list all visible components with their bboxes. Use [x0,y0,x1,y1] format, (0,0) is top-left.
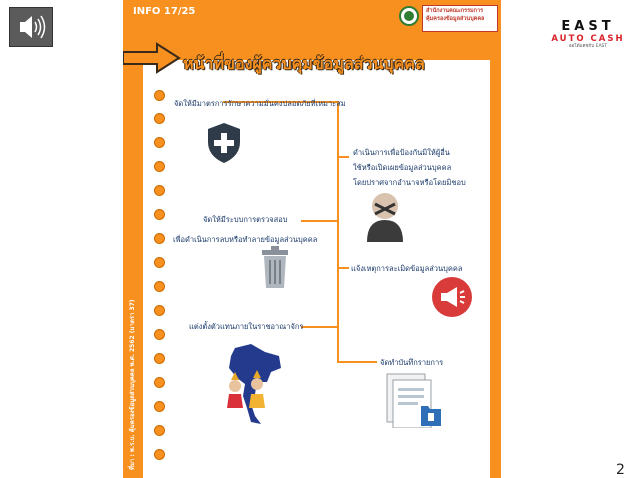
trash-bin-icon [259,246,291,288]
logo-line-2: AUTO CASH [551,34,625,44]
binder-hole [154,353,165,364]
binder-hole [154,233,165,244]
agency-line-2: คุ้มครองข้อมูลส่วนบุคคล [426,15,485,22]
binder-hole [154,401,165,412]
logo-line-3: ออโต้แคชกับ EAST [568,44,608,49]
item-prevent-text-1: ดำเนินการเพื่อป้องกันมิให้ผู้อื่น [353,148,450,157]
source-note: ที่มา : พ.ร.บ. คุ้มครองข้อมูลส่วนบุคคล พ.ศ. 2562 (มาตรา 37) [129,299,136,470]
page-title: หน้าที่ของผู้ควบคุมข้อมูลส่วนบุคคล [183,54,425,73]
binder-hole [154,377,165,388]
binder-hole [154,305,165,316]
binder-hole [154,209,165,220]
infographic [123,0,501,478]
info-tag: INFO 17/25 [133,6,196,17]
logo-line-1: EAST [561,19,615,34]
binder-hole [154,425,165,436]
item-prevent-text-3: โดยปราศจากอำนาจหรือโดยมิชอบ [353,178,466,187]
connector-line [337,267,349,269]
binder-hole [154,137,165,148]
item-representative-text: แต่งตั้งตัวแทนภายในราชอาณาจักร [189,322,304,331]
person-gagged-icon [363,190,407,242]
documents-icon [385,372,443,428]
connector-line [337,156,349,158]
item-audit-text-1: จัดให้มีระบบการตรวจสอบ [203,215,288,224]
binder-hole [154,90,165,101]
connector-line [337,361,377,363]
agency-seal-center [404,11,414,21]
binder-hole [154,161,165,172]
binder-hole [154,281,165,292]
binder-hole [154,449,165,460]
megaphone-icon [431,276,473,318]
binder-hole [154,113,165,124]
east-auto-cash-logo [548,20,628,54]
item-audit-text-2: เพื่อดำเนินการลบหรือทำลายข้อมูลส่วนบุคคล [173,235,318,244]
connector-line [301,326,339,328]
connector-line [301,220,339,222]
thailand-map-icon [221,342,285,426]
item-prevent-text-2: ใช้หรือเปิดเผยข้อมูลส่วนบุคคล [353,163,452,172]
binder-hole [154,257,165,268]
item-breach-text: แจ้งเหตุการละเมิดข้อมูลส่วนบุคคล [351,264,463,273]
connector-line [337,101,339,363]
binder-hole [154,329,165,340]
agency-line-1: สำนักงานคณะกรรมการ [426,8,484,14]
page-number: 2 [616,462,625,478]
shield-icon [207,122,241,164]
arrow-icon [123,42,183,74]
speaker-icon[interactable] [9,7,53,47]
agency-box [422,5,498,32]
binder-hole [154,185,165,196]
item-records-text: จัดทำบันทึกรายการ [380,358,444,367]
item-security-text: จัดให้มีมาตรการรักษาความมั่นคงปลอดภัยที่เหมาะสม [174,99,346,108]
